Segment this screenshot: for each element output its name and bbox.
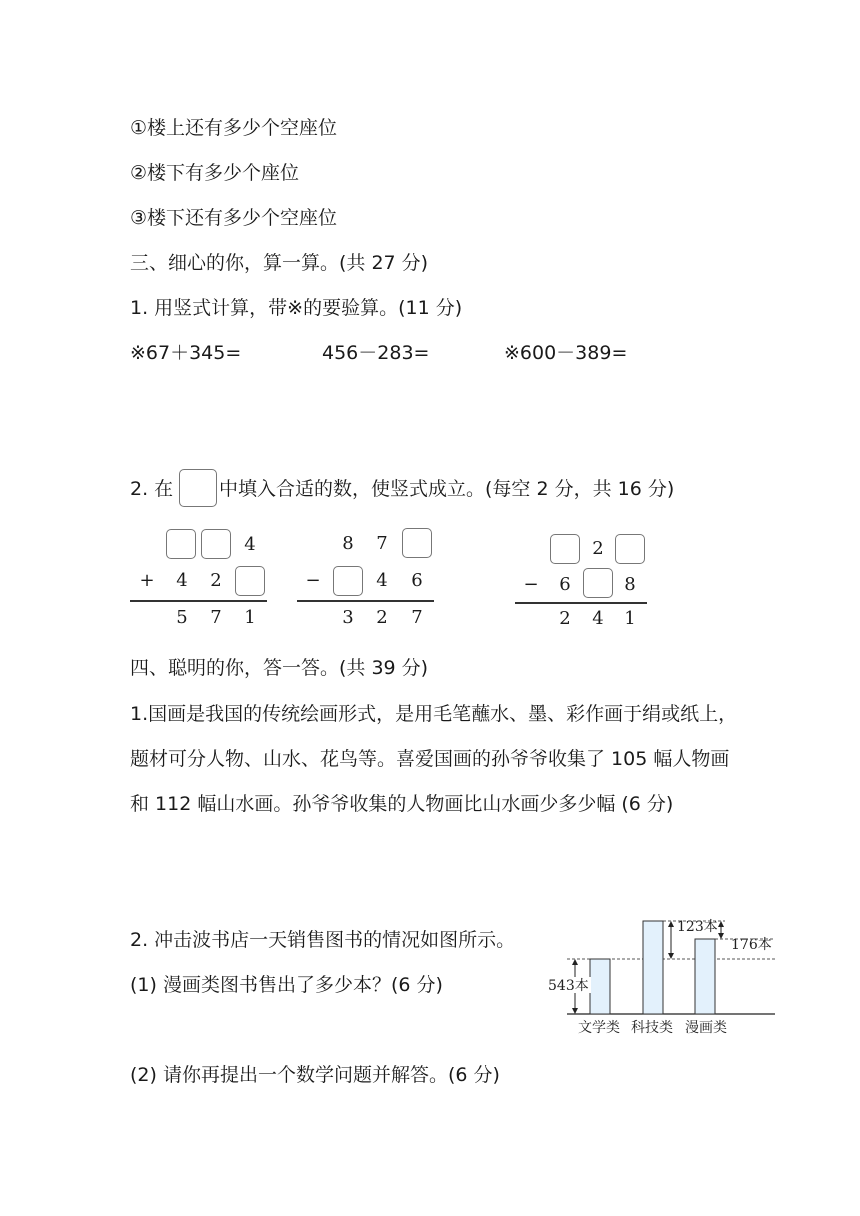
manhua-diff-annotation: 176本: [731, 937, 772, 953]
section-4-item-2-sub-2: (2) 请你再提出一个数学问题并解答。(6 分): [130, 1064, 500, 1086]
puzzle-2-result: 2: [376, 607, 388, 628]
arrow-head: [572, 1008, 578, 1014]
calc-a: ※67＋345=: [130, 342, 242, 364]
puzzle-2-operator: −: [305, 570, 321, 591]
puzzle-1-digit: 2: [210, 570, 222, 591]
question-upstairs-empty: ①楼上还有多少个空座位: [130, 117, 338, 139]
puzzle-3-blank[interactable]: [615, 534, 645, 564]
category-label: 漫画类: [685, 1020, 727, 1036]
puzzle-2-digit: 4: [376, 570, 388, 591]
puzzle-3-operator: −: [523, 574, 539, 595]
section-4-item-1: 1.国画是我国的传统绘画形式，是用毛笔蘸水、墨、彩作画于绢或纸上，题材可分人物、山水、花鸟等。喜爱国画的孙爷爷收集了 105 幅人物画和 112 幅山水画。孙爷爷收集的人物画比山水画少多少幅 (6 分): [130, 703, 738, 815]
puzzle-3-blank[interactable]: [550, 534, 580, 564]
section-4-heading: 四、聪明的你，答一答。(共 39 分): [130, 657, 429, 679]
arrow-head: [668, 921, 674, 927]
puzzle-3-digit: 8: [624, 574, 636, 595]
base-annotation: 543本: [548, 978, 589, 994]
section-3-item-2-prefix: 2. 在: [130, 478, 174, 500]
section-4-item-2-sub-1: (1) 漫画类图书售出了多少本？(6 分): [130, 974, 443, 996]
bar-manhua: [695, 939, 715, 1014]
bar-keji: [643, 921, 663, 1014]
puzzle-2-blank[interactable]: [402, 528, 432, 558]
calc-b: 456－283=: [322, 342, 430, 364]
arrow-head: [572, 959, 578, 965]
puzzle-3-blank[interactable]: [583, 568, 613, 598]
keji-diff-annotation: 123本: [677, 919, 718, 935]
section-3-item-1: 1. 用竖式计算，带※的要验算。(11 分): [130, 297, 463, 319]
arrow-head: [718, 921, 724, 927]
arrow-head: [668, 953, 674, 959]
puzzle-2-result: 7: [411, 607, 423, 628]
puzzle-3-result: 2: [559, 608, 571, 629]
puzzle-2-result: 3: [342, 607, 354, 628]
puzzle-2-digit: 7: [376, 533, 388, 554]
example-blank-box: [179, 469, 217, 507]
puzzle-1-blank[interactable]: [201, 529, 231, 559]
puzzle-1-result: 5: [176, 607, 188, 628]
puzzle-3-digit: 2: [592, 538, 604, 559]
puzzle-2-digit: 8: [342, 533, 354, 554]
arrow-head: [718, 933, 724, 939]
puzzle-1-digit: 4: [176, 570, 188, 591]
puzzle-2-digit: 6: [411, 570, 423, 591]
section-4-item-2: 2. 冲击波书店一天销售图书的情况如图所示。: [130, 929, 516, 951]
calc-c: ※600－389=: [504, 342, 628, 364]
puzzle-3-result: 4: [592, 608, 604, 629]
puzzle-3-result: 1: [624, 608, 636, 629]
category-label: 科技类: [631, 1020, 673, 1036]
book-sales-chart: [545, 910, 785, 1040]
question-downstairs-seats: ②楼下有多少个座位: [130, 162, 300, 184]
puzzle-1-blank[interactable]: [235, 566, 265, 596]
question-downstairs-empty: ③楼下还有多少个空座位: [130, 207, 338, 229]
puzzle-1-blank[interactable]: [166, 529, 196, 559]
puzzle-2-rule: [297, 600, 434, 602]
puzzle-1-operator: +: [139, 570, 155, 591]
puzzle-1-rule: [130, 600, 267, 602]
category-label: 文学类: [578, 1020, 620, 1036]
section-3-item-2-suffix: 中填入合适的数，使竖式成立。(每空 2 分，共 16 分): [219, 478, 675, 500]
section-3-heading: 三、细心的你，算一算。(共 27 分): [130, 252, 429, 274]
puzzle-1-digit: 4: [244, 534, 256, 555]
puzzle-2-blank[interactable]: [333, 566, 363, 596]
puzzle-1-result: 1: [244, 607, 256, 628]
bar-wenxue: [590, 959, 610, 1014]
puzzle-3-digit: 6: [559, 574, 571, 595]
puzzle-1-result: 7: [210, 607, 222, 628]
